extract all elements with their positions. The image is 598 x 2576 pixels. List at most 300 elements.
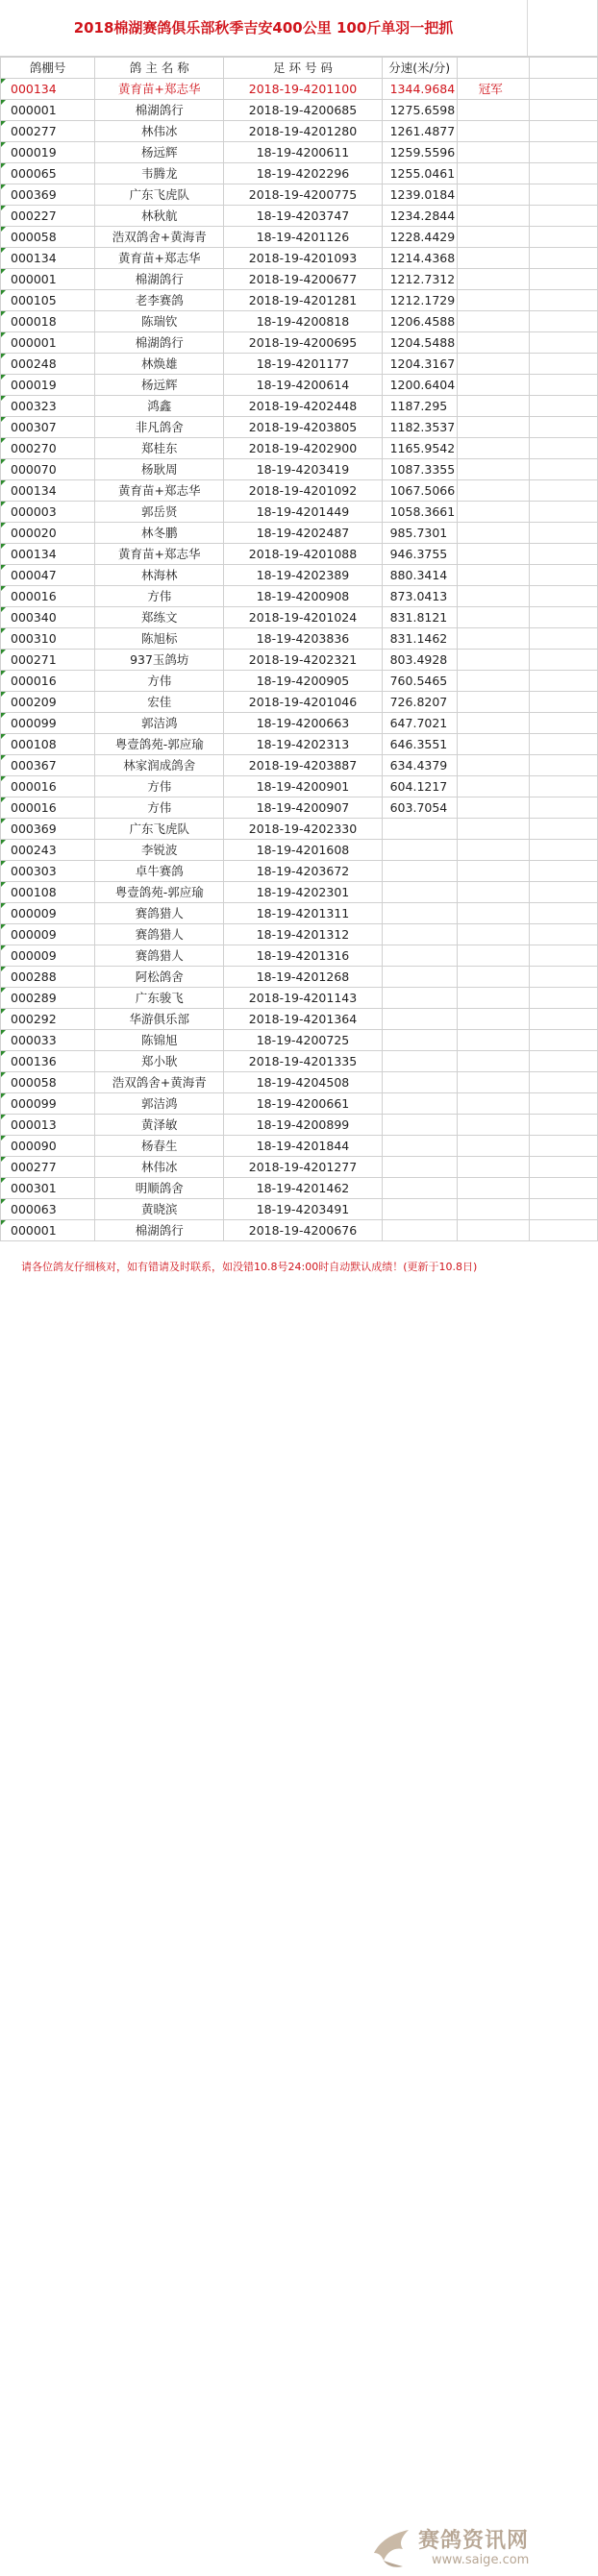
table-row [1, 797, 598, 819]
note-cell [457, 945, 529, 967]
empty-cell [529, 206, 597, 227]
rank-note [458, 927, 479, 942]
ring-number-cell: 2018-19-4201277 [224, 1157, 382, 1178]
loft-id-cell [1, 311, 95, 332]
speed-cell: 1261.4877 [382, 121, 457, 142]
note-cell [457, 819, 529, 840]
note-cell [457, 671, 529, 692]
table-row [1, 332, 598, 354]
loft-id-cell [1, 100, 95, 121]
loft-id-text: 000292 [11, 1012, 57, 1026]
number-as-text-marker-icon [1, 1220, 6, 1225]
rank-note [458, 610, 479, 625]
loft-id-text: 000134 [11, 251, 57, 265]
table-row [1, 417, 598, 438]
speed-cell: 1165.9542 [382, 438, 457, 459]
loft-id-cell [1, 882, 95, 903]
owner-cell: 非凡鸽舍 [95, 417, 224, 438]
loft-id-cell [1, 734, 95, 755]
loft-id-cell [1, 903, 95, 924]
speed-cell [382, 945, 457, 967]
watermark-logo [370, 2518, 562, 2576]
loft-id-cell [1, 967, 95, 988]
loft-id-text: 000367 [11, 758, 57, 773]
owner-cell: 郭洁鸿 [95, 1093, 224, 1115]
empty-cell [529, 163, 597, 184]
ring-number-cell: 2018-19-4201280 [224, 121, 382, 142]
owner-cell: 浩双鸽舍+黄海青 [95, 227, 224, 248]
number-as-text-marker-icon [1, 903, 6, 908]
ring-number-cell: 2018-19-4200677 [224, 269, 382, 290]
loft-id-cell [1, 586, 95, 607]
empty-cell [529, 924, 597, 945]
note-cell [457, 142, 529, 163]
owner-cell: 郭岳贤 [95, 502, 224, 523]
rank-note [458, 906, 479, 920]
loft-id-text: 000108 [11, 737, 57, 751]
ring-number-cell: 18-19-4201462 [224, 1178, 382, 1199]
ring-number-cell: 2018-19-4201046 [224, 692, 382, 713]
speed-cell [382, 1220, 457, 1241]
number-as-text-marker-icon [1, 1199, 6, 1204]
owner-cell: 郑小耿 [95, 1051, 224, 1072]
ring-number-cell: 18-19-4200661 [224, 1093, 382, 1115]
number-as-text-marker-icon [1, 755, 6, 760]
rank-note [458, 589, 479, 603]
loft-id-cell [1, 459, 95, 480]
loft-id-text: 000277 [11, 1160, 57, 1174]
loft-id-text: 000063 [11, 1202, 57, 1216]
note-cell [457, 967, 529, 988]
empty-cell [529, 903, 597, 924]
empty-cell [529, 121, 597, 142]
number-as-text-marker-icon [1, 861, 6, 866]
speed-cell [382, 1157, 457, 1178]
number-as-text-marker-icon [1, 206, 6, 210]
ring-number-cell: 18-19-4201311 [224, 903, 382, 924]
speed-cell: 1228.4429 [382, 227, 457, 248]
owner-cell: 杨远辉 [95, 142, 224, 163]
speed-cell: 1259.5596 [382, 142, 457, 163]
rank-note [458, 272, 479, 286]
note-cell [457, 227, 529, 248]
owner-cell: 林伟冰 [95, 1157, 224, 1178]
owner-cell: 赛鸽猎人 [95, 903, 224, 924]
empty-cell [529, 734, 597, 755]
table-row [1, 1009, 598, 1030]
empty-cell [529, 967, 597, 988]
empty-cell [529, 1178, 597, 1199]
number-as-text-marker-icon [1, 269, 6, 274]
table-row [1, 713, 598, 734]
empty-cell [529, 945, 597, 967]
speed-cell: 1255.0461 [382, 163, 457, 184]
number-as-text-marker-icon [1, 628, 6, 633]
number-as-text-marker-icon [1, 459, 6, 464]
rank-note [458, 526, 479, 540]
owner-cell: 937玉鸽坊 [95, 650, 224, 671]
rank-note [458, 356, 479, 371]
number-as-text-marker-icon [1, 375, 6, 380]
rank-note [458, 991, 479, 1005]
table-row [1, 945, 598, 967]
loft-id-cell [1, 523, 95, 544]
rank-note [458, 504, 479, 519]
speed-cell: 1214.4368 [382, 248, 457, 269]
ring-number-cell: 2018-19-4201281 [224, 290, 382, 311]
loft-id-cell [1, 840, 95, 861]
note-cell [457, 459, 529, 480]
rank-note [458, 1033, 479, 1047]
ring-number-cell: 2018-19-4203805 [224, 417, 382, 438]
number-as-text-marker-icon [1, 100, 6, 105]
table-row [1, 311, 598, 332]
empty-cell [529, 502, 597, 523]
loft-id-text: 000227 [11, 209, 57, 223]
owner-cell: 明顺鸽舍 [95, 1178, 224, 1199]
number-as-text-marker-icon [1, 607, 6, 612]
loft-id-text: 000301 [11, 1181, 57, 1195]
loft-id-cell [1, 1178, 95, 1199]
rank-note [458, 716, 479, 730]
rank-note [458, 1096, 479, 1111]
empty-cell [529, 396, 597, 417]
speed-cell: 1212.1729 [382, 290, 457, 311]
speed-cell [382, 1093, 457, 1115]
loft-id-cell [1, 375, 95, 396]
speed-cell: 1087.3355 [382, 459, 457, 480]
loft-id-text: 000289 [11, 991, 57, 1005]
speed-cell [382, 819, 457, 840]
ring-number-cell: 18-19-4200614 [224, 375, 382, 396]
note-cell [457, 1093, 529, 1115]
rank-note [458, 124, 479, 138]
rank-note [458, 145, 479, 159]
number-as-text-marker-icon [1, 438, 6, 443]
results-table [0, 57, 598, 1241]
loft-id-cell [1, 121, 95, 142]
number-as-text-marker-icon [1, 565, 6, 570]
rank-note [458, 568, 479, 582]
note-cell [457, 184, 529, 206]
loft-id-text: 000369 [11, 187, 57, 202]
empty-cell [529, 650, 597, 671]
loft-id-cell [1, 1199, 95, 1220]
ring-number-cell: 18-19-4201126 [224, 227, 382, 248]
note-cell [457, 269, 529, 290]
loft-id-text: 000310 [11, 631, 57, 646]
loft-id-cell [1, 628, 95, 650]
loft-id-text: 000277 [11, 124, 57, 138]
note-cell [457, 417, 529, 438]
note-cell [457, 396, 529, 417]
table-row [1, 924, 598, 945]
loft-id-text: 000065 [11, 166, 57, 181]
rank-note [458, 187, 479, 202]
table-row [1, 586, 598, 607]
loft-id-text: 000369 [11, 822, 57, 836]
number-as-text-marker-icon [1, 797, 6, 802]
ring-number-cell: 18-19-4203419 [224, 459, 382, 480]
owner-cell: 黄晓滨 [95, 1199, 224, 1220]
number-as-text-marker-icon [1, 1178, 6, 1183]
loft-id-text: 000009 [11, 927, 57, 942]
loft-id-cell [1, 184, 95, 206]
loft-id-text: 000288 [11, 969, 57, 984]
ring-number-cell: 18-19-4200905 [224, 671, 382, 692]
rank-note [458, 166, 479, 181]
loft-id-text: 000070 [11, 462, 57, 477]
owner-cell: 陈锦旭 [95, 1030, 224, 1051]
number-as-text-marker-icon [1, 692, 6, 697]
owner-cell: 黄育苗+郑志华 [95, 544, 224, 565]
ring-number-cell: 18-19-4200663 [224, 713, 382, 734]
loft-id-text: 000248 [11, 356, 57, 371]
table-row [1, 819, 598, 840]
ring-number-cell: 18-19-4203836 [224, 628, 382, 650]
rank-note [458, 885, 479, 899]
number-as-text-marker-icon [1, 967, 6, 971]
number-as-text-marker-icon [1, 79, 6, 84]
speed-cell: 1344.9684 [382, 79, 457, 100]
loft-id-cell [1, 945, 95, 967]
number-as-text-marker-icon [1, 248, 6, 253]
table-row [1, 967, 598, 988]
table-row [1, 1157, 598, 1178]
rank-note [458, 674, 479, 688]
empty-cell [529, 797, 597, 819]
number-as-text-marker-icon [1, 417, 6, 422]
loft-id-cell [1, 1115, 95, 1136]
owner-cell: 郑桂东 [95, 438, 224, 459]
loft-id-cell [1, 565, 95, 586]
loft-id-text: 000058 [11, 1075, 57, 1090]
header-ring: 足 环 号 码 [224, 58, 382, 79]
owner-cell: 宏佳 [95, 692, 224, 713]
speed-cell [382, 1051, 457, 1072]
empty-cell [529, 1051, 597, 1072]
note-cell [457, 840, 529, 861]
speed-cell [382, 1115, 457, 1136]
ring-number-cell: 18-19-4200611 [224, 142, 382, 163]
rank-note [458, 483, 479, 498]
ring-number-cell: 18-19-4201316 [224, 945, 382, 967]
ring-number-cell: 2018-19-4201100 [224, 79, 382, 100]
table-row [1, 565, 598, 586]
empty-cell [529, 269, 597, 290]
speed-cell [382, 924, 457, 945]
empty-cell [529, 713, 597, 734]
number-as-text-marker-icon [1, 523, 6, 527]
rank-note [458, 631, 479, 646]
owner-cell: 李锐波 [95, 840, 224, 861]
table-row [1, 184, 598, 206]
note-cell [457, 565, 529, 586]
rank-note [458, 1181, 479, 1195]
owner-cell: 林秋航 [95, 206, 224, 227]
empty-cell [529, 776, 597, 797]
loft-id-text: 000020 [11, 526, 57, 540]
note-cell [457, 1051, 529, 1072]
table-row [1, 776, 598, 797]
note-cell [457, 206, 529, 227]
speed-cell [382, 1136, 457, 1157]
empty-cell [529, 354, 597, 375]
empty-cell [529, 565, 597, 586]
loft-id-text: 000016 [11, 589, 57, 603]
loft-id-text: 000016 [11, 674, 57, 688]
ring-number-cell: 18-19-4201608 [224, 840, 382, 861]
number-as-text-marker-icon [1, 544, 6, 549]
table-row [1, 79, 598, 100]
speed-cell: 1234.2844 [382, 206, 457, 227]
loft-id-cell [1, 1051, 95, 1072]
owner-cell: 广东骏飞 [95, 988, 224, 1009]
speed-cell [382, 882, 457, 903]
number-as-text-marker-icon [1, 1136, 6, 1141]
loft-id-text: 000009 [11, 948, 57, 963]
loft-id-text: 000136 [11, 1054, 57, 1068]
note-cell [457, 354, 529, 375]
note-cell [457, 1115, 529, 1136]
table-row [1, 988, 598, 1009]
loft-id-cell [1, 163, 95, 184]
owner-cell: 老李赛鸽 [95, 290, 224, 311]
rank-note [458, 399, 479, 413]
table-row [1, 480, 598, 502]
empty-cell [529, 480, 597, 502]
page-title: 2018棉湖赛鸽俱乐部秋季吉安400公里 100斤单羽一把抓 [73, 19, 454, 37]
rank-note [458, 737, 479, 751]
rank-note: 冠军 [478, 82, 503, 96]
empty-cell [529, 1136, 597, 1157]
rank-note [458, 652, 479, 667]
empty-cell [529, 882, 597, 903]
empty-cell [529, 290, 597, 311]
loft-id-text: 000108 [11, 885, 57, 899]
number-as-text-marker-icon [1, 121, 6, 126]
loft-id-text: 000018 [11, 314, 57, 329]
loft-id-text: 000013 [11, 1117, 57, 1132]
speed-cell [382, 988, 457, 1009]
number-as-text-marker-icon [1, 1093, 6, 1098]
rank-note [458, 1054, 479, 1068]
speed-cell: 873.0413 [382, 586, 457, 607]
loft-id-cell [1, 1072, 95, 1093]
rank-note [458, 1202, 479, 1216]
owner-cell: 黄泽敏 [95, 1115, 224, 1136]
loft-id-text: 000271 [11, 652, 57, 667]
loft-id-cell [1, 79, 95, 100]
table-row [1, 1030, 598, 1051]
watermark-url: www.saige.com [432, 2553, 530, 2567]
rank-note [458, 779, 479, 794]
number-as-text-marker-icon [1, 354, 6, 358]
table-row [1, 227, 598, 248]
empty-cell [529, 692, 597, 713]
title-row [0, 0, 598, 57]
rank-note [458, 335, 479, 350]
owner-cell: 赛鸽猎人 [95, 924, 224, 945]
ring-number-cell: 18-19-4200907 [224, 797, 382, 819]
speed-cell: 880.3414 [382, 565, 457, 586]
table-row [1, 290, 598, 311]
note-cell [457, 1220, 529, 1241]
note-cell [457, 1009, 529, 1030]
speed-cell: 760.5465 [382, 671, 457, 692]
note-cell [457, 375, 529, 396]
speed-cell: 1204.3167 [382, 354, 457, 375]
empty-cell [529, 438, 597, 459]
empty-cell [529, 840, 597, 861]
rank-note [458, 800, 479, 815]
note-cell [457, 332, 529, 354]
empty-cell [529, 671, 597, 692]
table-row [1, 438, 598, 459]
ring-number-cell: 2018-19-4201093 [224, 248, 382, 269]
table-row [1, 1115, 598, 1136]
loft-id-cell [1, 988, 95, 1009]
table-row [1, 607, 598, 628]
loft-id-cell [1, 607, 95, 628]
owner-cell: 广东飞虎队 [95, 184, 224, 206]
rank-note [458, 378, 479, 392]
loft-id-cell [1, 797, 95, 819]
loft-id-cell [1, 755, 95, 776]
ring-number-cell: 18-19-4200901 [224, 776, 382, 797]
owner-cell: 棉湖鸽行 [95, 332, 224, 354]
rank-note [458, 1012, 479, 1026]
speed-cell [382, 903, 457, 924]
note-cell [457, 713, 529, 734]
speed-cell: 1239.0184 [382, 184, 457, 206]
empty-cell [529, 1115, 597, 1136]
owner-cell: 郭洁鸿 [95, 713, 224, 734]
loft-id-text: 000033 [11, 1033, 57, 1047]
loft-id-text: 000003 [11, 504, 57, 519]
table-row [1, 671, 598, 692]
table-row [1, 1051, 598, 1072]
loft-id-cell [1, 502, 95, 523]
rank-note [458, 969, 479, 984]
table-row [1, 100, 598, 121]
number-as-text-marker-icon [1, 332, 6, 337]
number-as-text-marker-icon [1, 840, 6, 845]
note-cell [457, 1157, 529, 1178]
speed-cell: 1058.3661 [382, 502, 457, 523]
table-row [1, 163, 598, 184]
table-row [1, 650, 598, 671]
loft-id-cell [1, 1220, 95, 1241]
ring-number-cell: 2018-19-4202900 [224, 438, 382, 459]
table-row [1, 882, 598, 903]
note-cell [457, 1199, 529, 1220]
owner-cell: 粤壹鸽苑-郭应瑜 [95, 734, 224, 755]
ring-number-cell: 18-19-4200899 [224, 1115, 382, 1136]
ring-number-cell: 2018-19-4202330 [224, 819, 382, 840]
ring-number-cell: 18-19-4202389 [224, 565, 382, 586]
note-cell [457, 797, 529, 819]
table-body [1, 79, 598, 1241]
owner-cell: 浩双鸽舍+黄海青 [95, 1072, 224, 1093]
speed-cell: 1200.6404 [382, 375, 457, 396]
owner-cell: 黄育苗+郑志华 [95, 248, 224, 269]
owner-cell: 阿松鸽舍 [95, 967, 224, 988]
owner-cell: 方伟 [95, 586, 224, 607]
notice-text: 请各位鸽友仔细核对，如有错请及时联系，如没错10.8号24:00时自动默认成绩！(更新于10.8日) [21, 1261, 478, 1273]
owner-cell: 粤壹鸽苑-郭应瑜 [95, 882, 224, 903]
ring-number-cell: 2018-19-4201092 [224, 480, 382, 502]
